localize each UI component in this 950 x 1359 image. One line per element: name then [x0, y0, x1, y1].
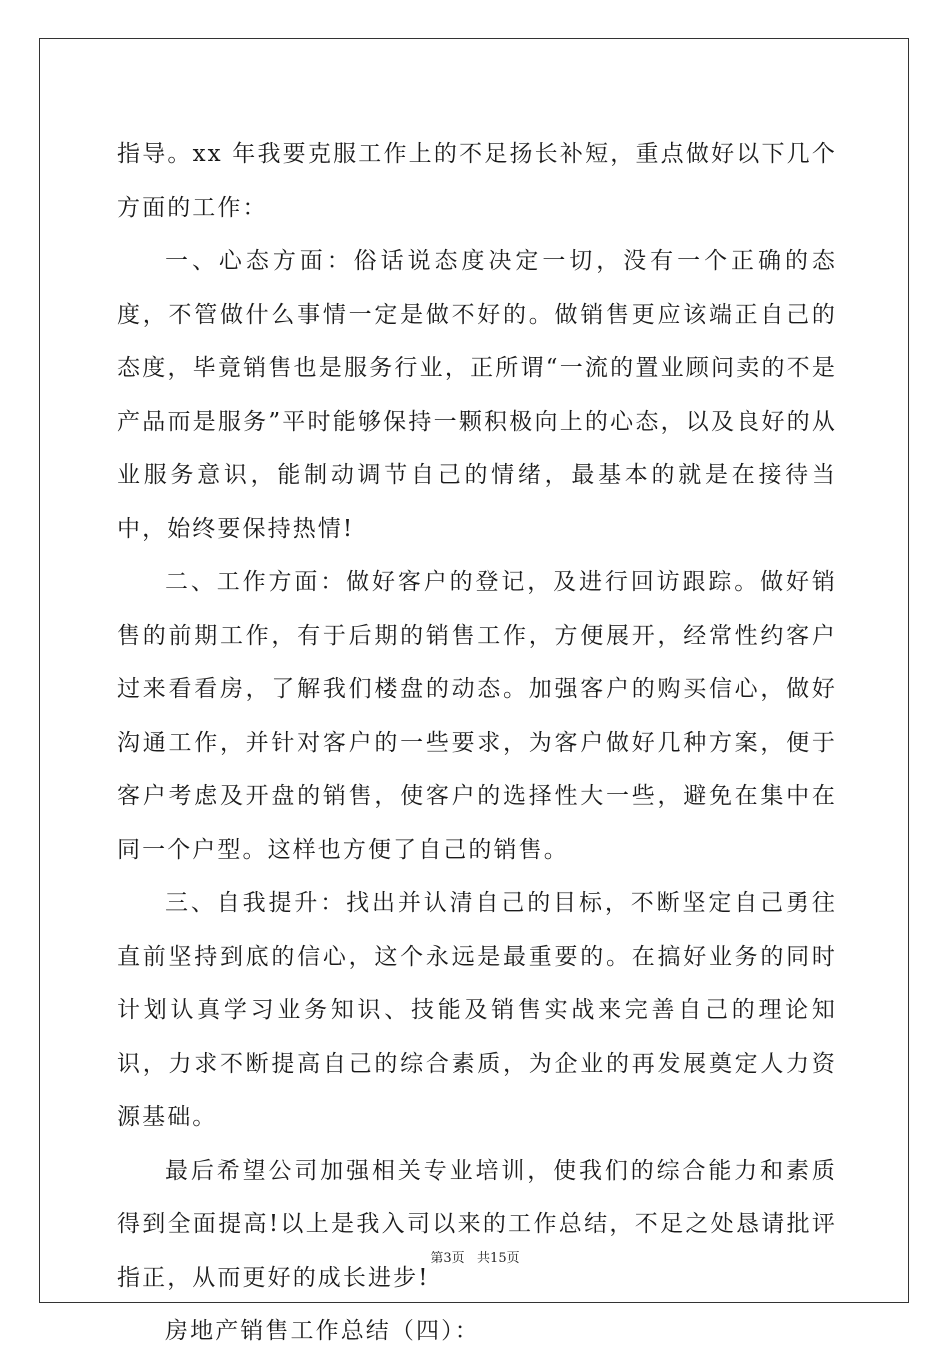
- paragraph-intro: 指导。xx 年我要克服工作上的不足扬长补短，重点做好以下几个方面的工作：: [117, 141, 837, 221]
- paragraph-work: 二、工作方面：做好客户的登记，及进行回访跟踪。做好销售的前期工作，有于后期的销售工作，方便展开，经常性约客户过来看看房，了解我们楼盘的动态。加强客户的购买信心，做好沟通工作，并针对客户的一些要求，为客户做好几种方案，便于客户考虑及开盘的销售，使客户的选择性大一些，避免在集中在同一个户型。这样也方便了自己的销售。: [117, 569, 837, 863]
- paragraph-mindset: 一、心态方面：俗话说态度决定一切，没有一个正确的态度，不管做什么事情一定是做不好的。做销售更应该端正自己的态度，毕竟销售也是服务行业，正所谓“一流的置业顾问卖的不是产品而是服务”平时能够保持一颗积极向上的心态，以及良好的从业服务意识，能制动调节自己的情绪，最基本的就是在接待当中，始终要保持热情!: [117, 248, 837, 542]
- document-body: [117, 128, 837, 1359]
- paragraph-closing: 最后希望公司加强相关专业培训，使我们的综合能力和素质得到全面提高!以上是我入司以来的工作总结，不足之处恳请批评指正，从而更好的成长进步!: [117, 1157, 837, 1291]
- paragraph-self-improvement: 三、自我提升：找出并认清自己的目标，不断坚定自己勇往直前坚持到底的信心，这个永远是最重要的。在搞好业务的同时计划认真学习业务知识、技能及销售实战来完善自己的理论知识，力求不断提高自己的综合素质，为企业的再发展奠定人力资源基础。: [117, 890, 837, 1130]
- page-number: 第3页 共15页: [430, 1251, 520, 1266]
- section-heading: 房地产销售工作总结（四）：: [165, 1318, 480, 1344]
